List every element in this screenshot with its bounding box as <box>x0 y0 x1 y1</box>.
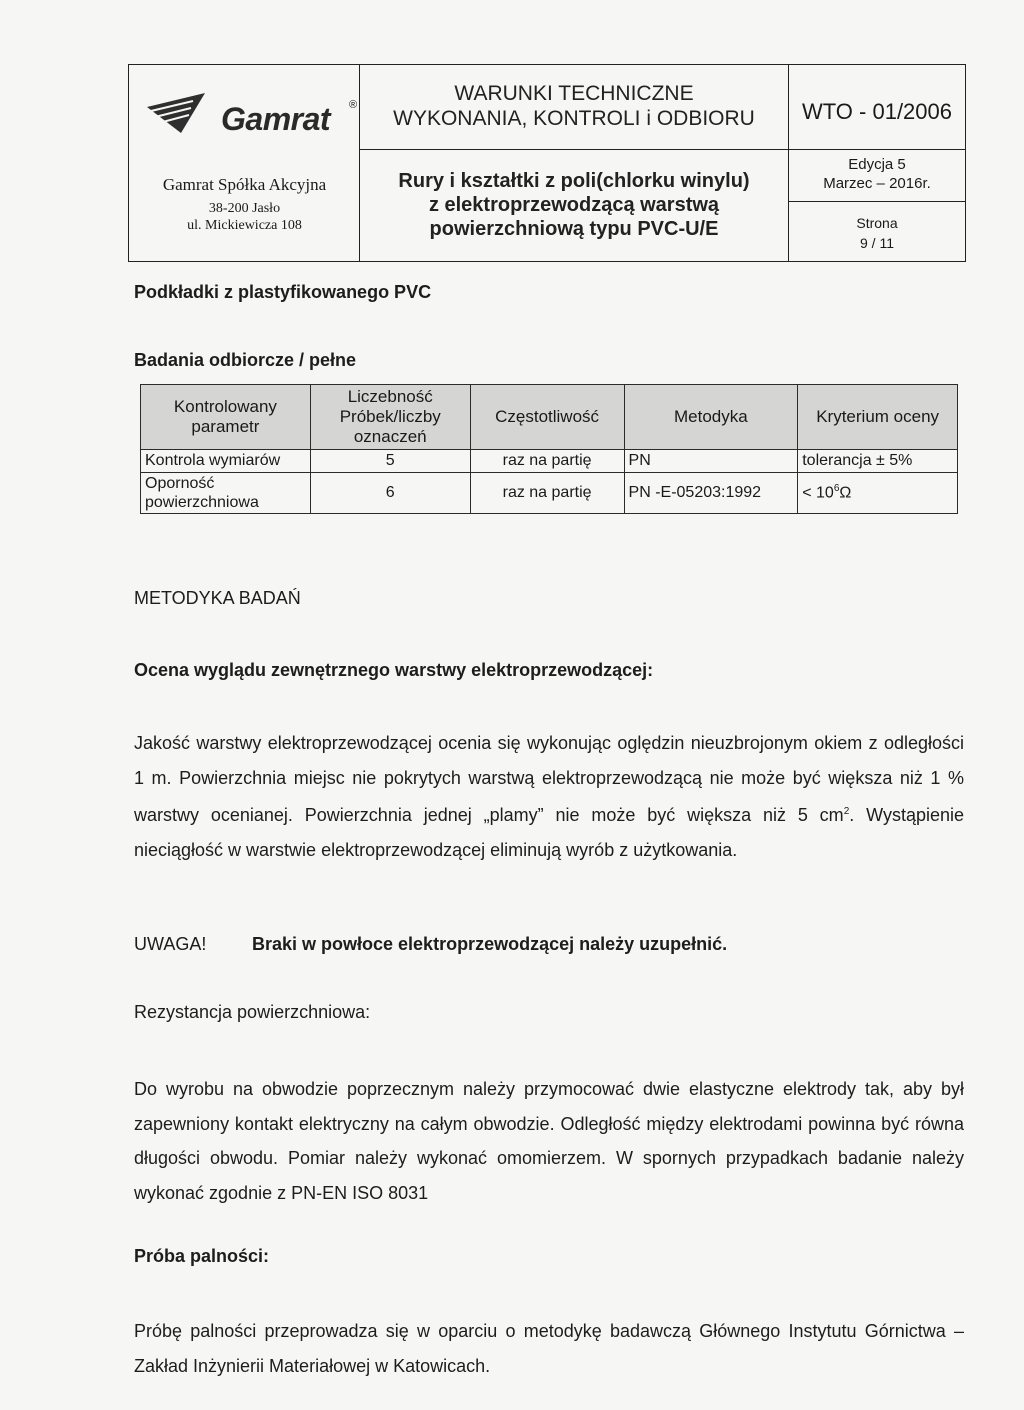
document-title-line1: WARUNKI TECHNICZNE <box>454 82 694 105</box>
flammability-title: Próba palności: <box>134 1246 270 1266</box>
title-cell <box>360 65 789 261</box>
table-cell-criterion <box>798 473 958 514</box>
note-text: Braki w powłoce elektroprzewodzącej należy uzupełnić. <box>252 934 728 954</box>
column-header: Metodyka <box>624 385 798 450</box>
table-cell: Kontrola wymiarów <box>141 450 311 473</box>
logo-registered-mark: ® <box>349 99 358 111</box>
criterion-exponent: 6 <box>833 483 840 495</box>
logo-text: Gamrat <box>221 101 331 137</box>
page-info <box>789 213 965 253</box>
page-label: Strona <box>856 215 898 231</box>
table-header-row <box>141 385 958 450</box>
company-address-line2: ul. Mickiewicza 108 <box>187 218 302 233</box>
section-title-pvc-pads: Podkładki z plastyfikowanego PVC <box>134 282 432 302</box>
resistance-paragraph: Do wyrobu na obwodzie poprzecznym należy przymocować dwie elastyczne elektrody tak, aby był zapewniony kontakt elektryczny na całym obwodzie. Odległość między elektrodami powinna być równa długości obwodu. Pomiar należy wykonać omomierzem. W spornych przypadkach badanie należy wykonać zgodnie z PN-EN ISO 8031 <box>134 1079 964 1203</box>
column-header: Liczebność Próbek/liczby oznaczeń <box>310 385 470 450</box>
document-title-line2: WYKONANIA, KONTROLI i ODBIORU <box>393 107 755 130</box>
document-header <box>128 64 966 262</box>
section-title-acceptance-tests: Badania odbiorcze / pełne <box>134 350 357 370</box>
table-row <box>141 450 958 473</box>
gamrat-arrow-icon <box>145 87 225 143</box>
flammability-paragraph: Próbę palności przeprowadza się w oparciu o metodykę badawczą Głównego Instytutu Górnictwa – Zakład Inżynierii Materiałowej w Katowicach. <box>134 1321 964 1376</box>
table-cell: PN <box>624 450 798 473</box>
table-cell: raz na partię <box>470 473 624 514</box>
appearance-title: Ocena wyglądu zewnętrznego warstwy elektroprzewodzącej: <box>134 660 654 680</box>
resistance-title: Rezystancja powierzchniowa: <box>134 1002 371 1022</box>
company-cell <box>129 65 360 261</box>
note-label: UWAGA! <box>134 934 207 954</box>
acceptance-tests-table <box>140 384 958 514</box>
doc-info-cell <box>789 65 965 261</box>
column-header: Kryterium oceny <box>798 385 958 450</box>
criterion-text: < 10 <box>802 484 834 502</box>
edition-info <box>789 155 965 193</box>
company-name: Gamrat Spółka Akcyjna <box>162 175 327 194</box>
document-subject-line1: Rury i kształtki z poli(chlorku winylu) <box>398 170 750 192</box>
company-address-line1: 38-200 Jasło <box>208 201 281 216</box>
edition: Edycja 5 <box>848 156 906 173</box>
page-number: 9 / 11 <box>860 235 894 251</box>
column-header: Kontrolowany parametr <box>141 385 311 450</box>
table-cell: raz na partię <box>470 450 624 473</box>
document-subject <box>360 169 788 241</box>
table-row <box>141 473 958 514</box>
methods-title: METODYKA BADAŃ <box>134 588 301 608</box>
table-cell: Oporność powierzchniowa <box>141 473 311 514</box>
table-cell: 5 <box>310 450 470 473</box>
edition-date: Marzec – 2016r. <box>823 175 931 192</box>
table-cell: PN -E-05203:1992 <box>624 473 798 514</box>
table-cell: tolerancja ± 5% <box>798 450 958 473</box>
column-header: Częstotliwość <box>470 385 624 450</box>
document-subject-line3: powierzchniową typu PVC-U/E <box>429 218 719 240</box>
document-title <box>360 81 788 131</box>
criterion-unit: Ω <box>839 484 852 502</box>
document-code: WTO - 01/2006 <box>802 99 952 124</box>
company-logo <box>145 87 358 143</box>
appearance-text-part2: . Wystąpienie nieciągłość w warstwie elektroprzewodzącej eliminują wyrób z użytkowania. <box>134 805 964 860</box>
appearance-text-part1: Jakość warstwy elektroprzewodzącej ocenia się wykonując oględzin nieuzbrojonym okiem z odległości 1 m. Powierzchnia miejsc nie pokrytych warstwą elektroprzewodzącą nie może być większa niż 1 % warstwy ocenianej. Powierzchnia jednej „plamy” nie może być większa niż 5 cm <box>134 733 964 825</box>
appearance-paragraph <box>134 726 964 867</box>
document-subject-line2: z elektroprzewodzącą warstwą <box>428 194 720 216</box>
table-cell: 6 <box>310 473 470 514</box>
superscript-2: 2 <box>843 806 850 817</box>
